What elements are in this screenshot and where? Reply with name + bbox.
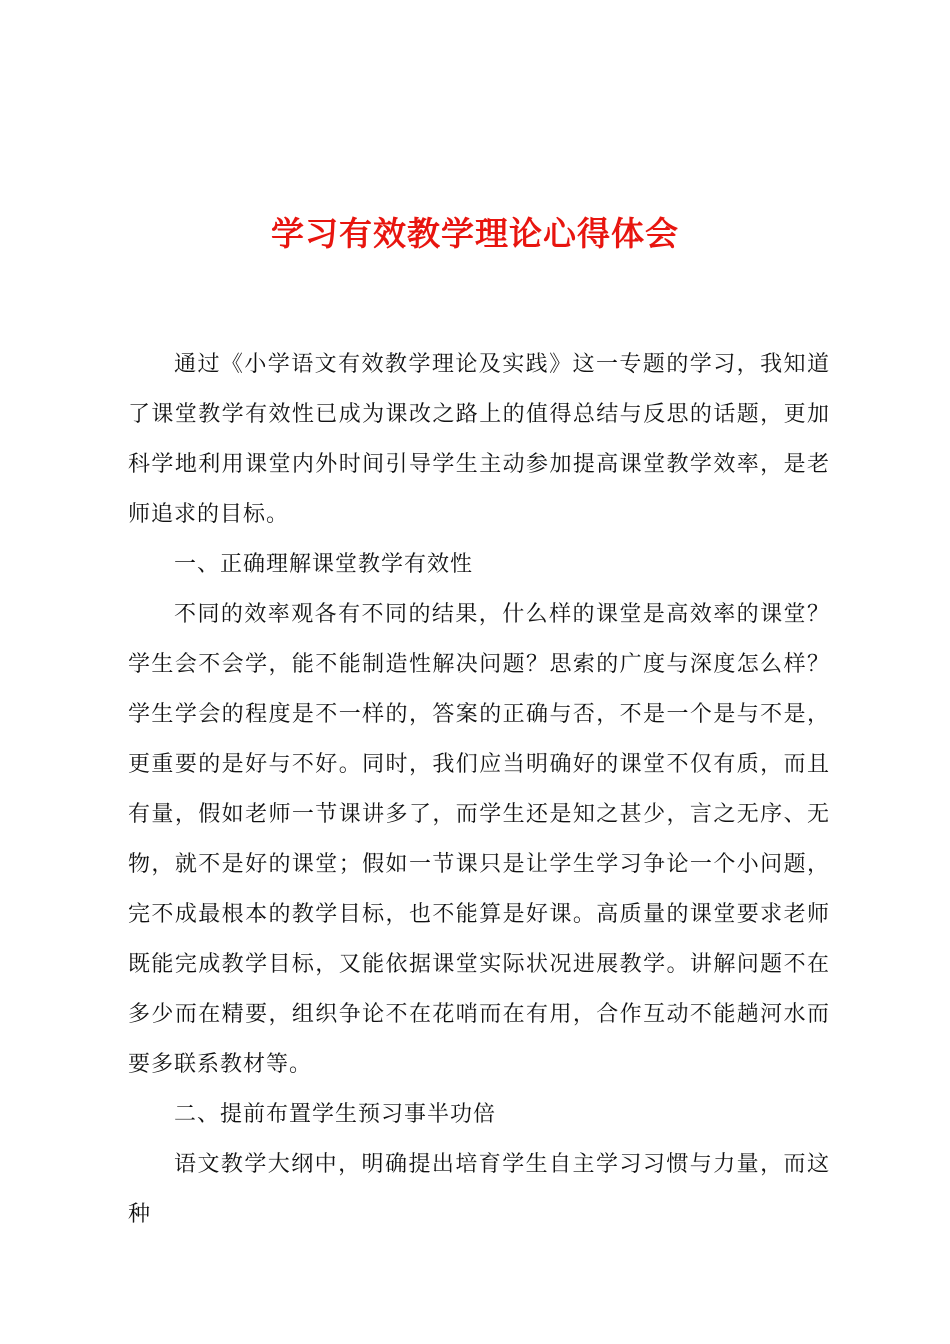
paragraph-section-2: 语文教学大纲中，明确提出培育学生自主学习习惯与力量，而这种 <box>128 1152 830 1227</box>
paragraph-intro: 通过《小学语文有效教学理论及实践》这一专题的学习，我知道了课堂教学有效性已成为课改之路上的值得总结与反思的话题，更加科学地利用课堂内外时间引导学生主动参加提高课堂教学效率，是老师追求的目标。 <box>128 352 830 527</box>
paragraph-section-1: 不同的效率观各有不同的结果，什么样的课堂是高效率的课堂？学生会不会学，能不能制造性解决问题？思索的广度与深度怎么样？学生学会的程度是不一样的，答案的正确与否，不是一个是与不是，更重要的是好与不好。同时，我们应当明确好的课堂不仅有质，而且有量，假如老师一节课讲多了，而学生还是知之甚少，言之无序、无物，就不是好的课堂；假如一节课只是让学生学习争论一个小问题，完不成最根本的教学目标，也不能算是好课。高质量的课堂要求老师既能完成教学目标，又能依据课堂实际状况进展教学。讲解问题不在多少而在精要，组织争论不在花哨而在有用，合作互动不能趟河水而要多联系教材等。 <box>128 602 830 1077</box>
section-heading-1: 一、正确理解课堂教学有效性 <box>174 552 474 577</box>
section-heading-2: 二、提前布置学生预习事半功倍 <box>174 1102 497 1127</box>
document-title: 学习有效教学理论心得体会 <box>271 214 679 253</box>
document-body <box>128 340 830 1240</box>
